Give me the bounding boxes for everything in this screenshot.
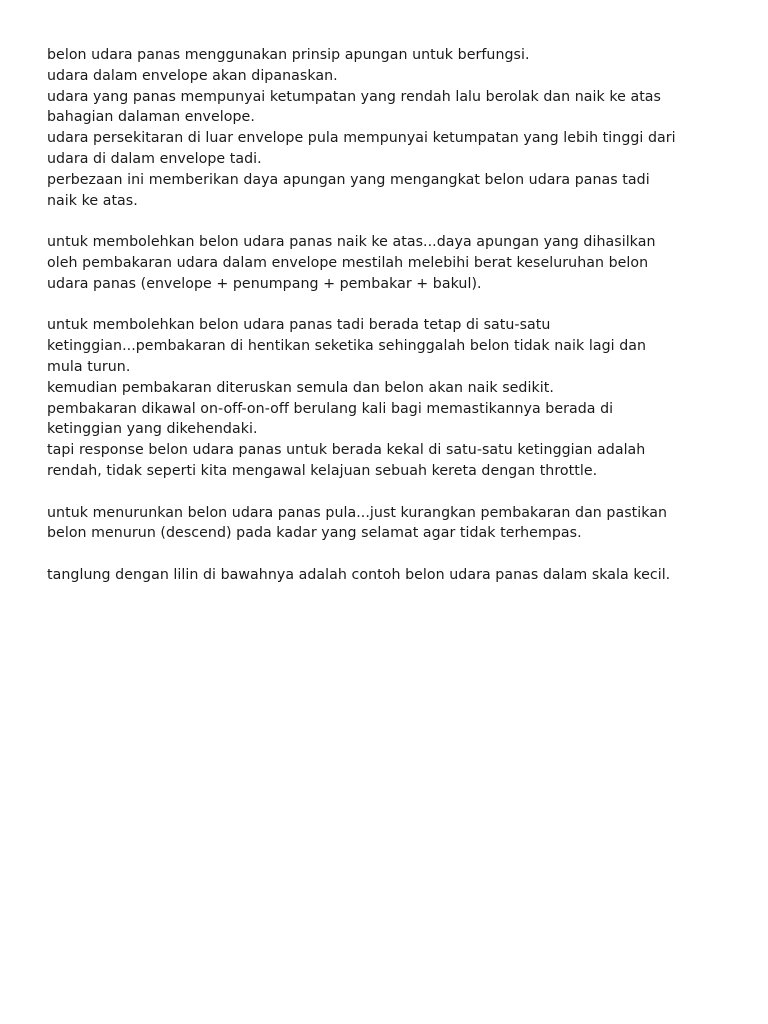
text-line: udara dalam envelope akan dipanaskan.	[47, 67, 338, 84]
paragraph-2	[47, 232, 747, 294]
text-line: udara di dalam envelope tadi.	[47, 150, 262, 167]
text-line: tanglung dengan lilin di bawahnya adalah contoh belon udara panas dalam skala kecil.	[47, 566, 671, 583]
text-line: perbezaan ini memberikan daya apungan yang mengangkat belon udara panas tadi	[47, 171, 650, 188]
document-page	[47, 45, 747, 607]
paragraph-5	[47, 565, 747, 586]
text-line: oleh pembakaran udara dalam envelope mestilah melebihi berat keseluruhan belon	[47, 254, 649, 271]
text-line: belon udara panas menggunakan prinsip apungan untuk berfungsi.	[47, 47, 530, 63]
text-line: rendah, tidak seperti kita mengawal kelajuan sebuah kereta dengan throttle.	[47, 462, 598, 479]
paragraph-3	[47, 315, 747, 481]
text-line: mula turun.	[47, 358, 131, 375]
text-line: tapi response belon udara panas untuk berada kekal di satu-satu ketinggian adalah	[47, 442, 646, 459]
text-line: udara panas (envelope + penumpang + pembakar + bakul).	[47, 275, 482, 292]
text-line: naik ke atas.	[47, 192, 138, 209]
text-line: udara yang panas mempunyai ketumpatan yang rendah lalu berolak dan naik ke atas	[47, 88, 661, 105]
text-line: pembakaran dikawal on-off-on-off berulang kali bagi memastikannya berada di	[47, 400, 614, 417]
paragraph-1	[47, 45, 747, 211]
text-line: ketinggian...pembakaran di hentikan seketika sehinggalah belon tidak naik lagi dan	[47, 338, 647, 355]
text-line: ketinggian yang dikehendaki.	[47, 421, 258, 438]
text-line: kemudian pembakaran diteruskan semula dan belon akan naik sedikit.	[47, 379, 554, 396]
text-line: untuk membolehkan belon udara panas tadi berada tetap di satu-satu	[47, 317, 551, 334]
text-line: untuk menurunkan belon udara panas pula...just kurangkan pembakaran dan pastikan	[47, 504, 668, 521]
text-line: belon menurun (descend) pada kadar yang selamat agar tidak terhempas.	[47, 525, 582, 542]
text-line: untuk membolehkan belon udara panas naik ke atas...daya apungan yang dihasilkan	[47, 234, 656, 251]
text-line: udara persekitaran di luar envelope pula mempunyai ketumpatan yang lebih tinggi dari	[47, 130, 676, 147]
text-line: bahagian dalaman envelope.	[47, 109, 255, 126]
paragraph-4	[47, 503, 747, 545]
